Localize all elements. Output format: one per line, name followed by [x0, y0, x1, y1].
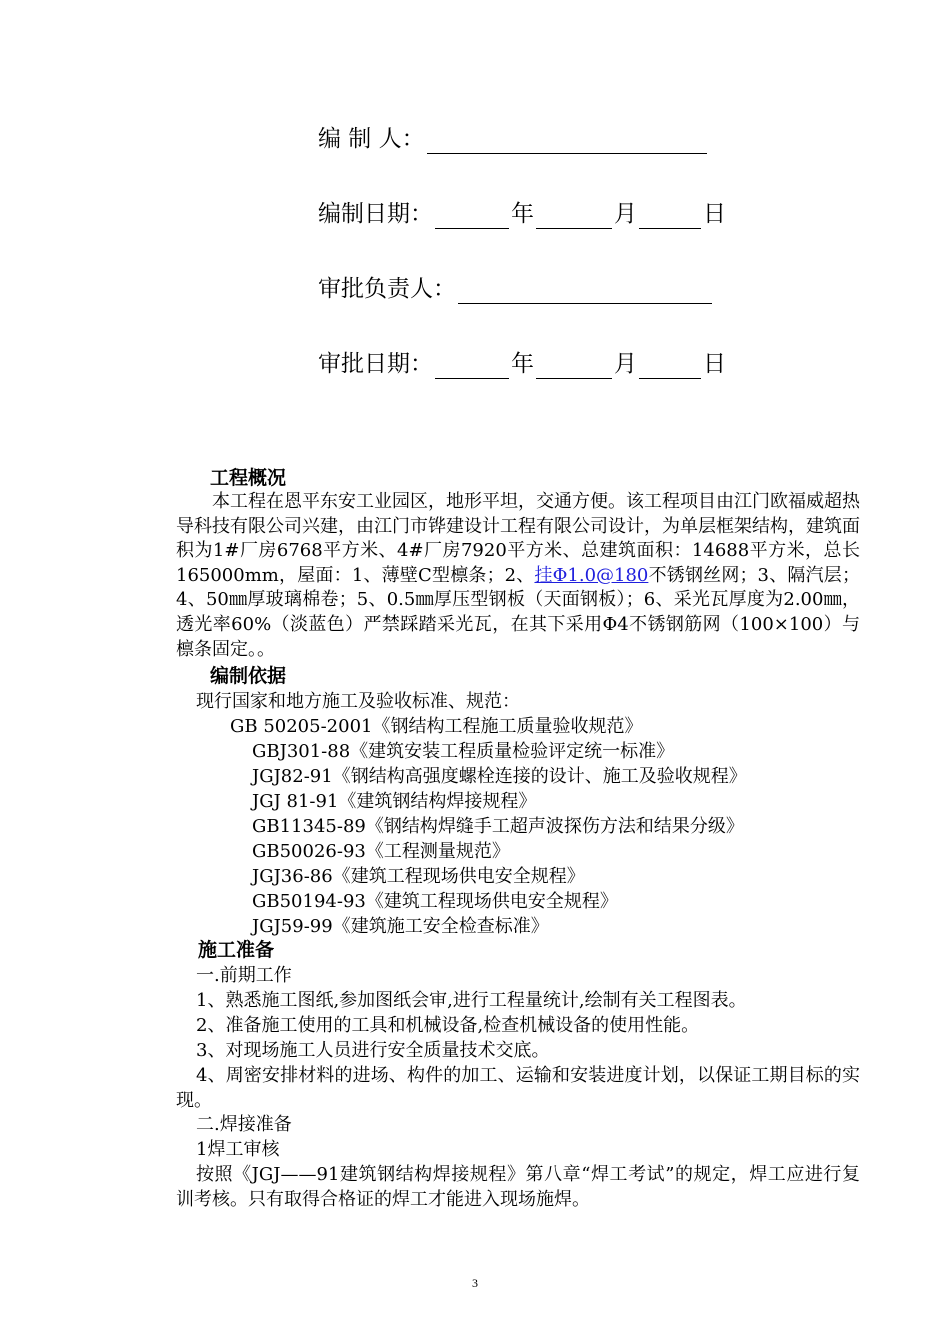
year-label: 年 — [511, 351, 534, 377]
day-label: 日 — [703, 351, 726, 377]
standard-item: JGJ 81-91《建筑钢结构焊接规程》 — [252, 791, 537, 812]
overview-text-1: 本工程在恩平东安工业园区，地形平坦，交通方便。该工程项目由江门欧福威超热导科技有限公司兴建，由江门市铧建设计工程有限公司设计，为单层框架结构，建筑面积为1#厂房6768平方米、4#厂房7920平方米、总建筑面积：14688平方米，总长165000mm，屋面：1、薄壁C型檩条；2、 — [176, 491, 860, 586]
approver-blank[interactable] — [458, 277, 712, 304]
approver-label: 审批负责人： — [318, 276, 456, 302]
prep-item: 2、准备施工使用的工具和机械设备,检查机械设备的使用性能。 — [196, 1015, 700, 1036]
basis-intro: 现行国家和地方施工及验收标准、规范： — [196, 691, 520, 712]
overview-paragraph — [176, 490, 860, 662]
compile-date-row — [318, 199, 726, 229]
standard-item: GB50194-93《建筑工程现场供电安全规程》 — [252, 891, 618, 912]
standard-item: GB11345-89《钢结构焊缝手工超声波探伤方法和结果分级》 — [252, 816, 744, 837]
overview-text-2: 不锈钢丝网；3、隔汽层；4、50㎜厚玻璃棉卷；5、0.5㎜厚压型钢板（天面钢板）；6、采光瓦厚度为2.00㎜，透光率60%（淡蓝色）严禁踩踏采光瓦，在其下采用Φ4不锈钢筋网（100×100）与檩条固定。。 — [176, 564, 860, 660]
compile-year-blank[interactable] — [435, 202, 509, 229]
standard-item: GB50026-93《工程测量规范》 — [252, 841, 510, 862]
prep-heading: 施工准备 — [198, 939, 275, 961]
compile-month-blank[interactable] — [536, 202, 612, 229]
prep-item: 1、熟悉施工图纸,参加图纸会审,进行工程量统计,绘制有关工程图表。 — [196, 990, 747, 1011]
approve-date-row — [318, 349, 726, 379]
standard-item: GB 50205-2001《钢结构工程施工质量验收规范》 — [230, 716, 643, 737]
page-number: 3 — [472, 1276, 478, 1290]
year-label: 年 — [511, 201, 534, 227]
compile-day-blank[interactable] — [639, 202, 701, 229]
prep-subheading-welding: 二.焊接准备 — [196, 1114, 292, 1135]
overview-heading: 工程概况 — [210, 467, 287, 489]
overview-link[interactable]: 挂Φ1.0@180 — [534, 564, 649, 586]
approve-date-label: 审批日期： — [318, 351, 433, 377]
compile-date-label: 编制日期： — [318, 201, 433, 227]
standard-item: JGJ82-91《钢结构高强度螺栓连接的设计、施工及验收规程》 — [252, 766, 747, 787]
standard-item: GBJ301-88《建筑安装工程质量检验评定统一标准》 — [252, 741, 675, 762]
prep-subheading-early-work: 一.前期工作 — [196, 965, 292, 986]
standard-item: JGJ36-86《建筑工程现场供电安全规程》 — [252, 866, 585, 887]
standard-item: JGJ59-99《建筑施工安全检查标准》 — [252, 916, 549, 937]
compiler-blank[interactable] — [427, 127, 707, 154]
month-label: 月 — [614, 351, 637, 377]
welder-audit-heading: 1焊工审核 — [196, 1139, 280, 1160]
compiler-label: 编 制 人： — [318, 126, 425, 152]
day-label: 日 — [703, 201, 726, 227]
welder-audit-paragraph: 按照《JGJ——91建筑钢结构焊接规程》第八章“焊工考试”的规定，焊工应进行复训考核。只有取得合格证的焊工才能进入现场施焊。 — [176, 1164, 860, 1210]
prep-item: 4、周密安排材料的进场、构件的加工、运输和安装进度计划，以保证工期目标的实现。 — [176, 1065, 860, 1111]
month-label: 月 — [614, 201, 637, 227]
approve-year-blank[interactable] — [435, 352, 509, 379]
compiler-row — [318, 124, 709, 154]
approve-day-blank[interactable] — [639, 352, 701, 379]
prep-item: 3、对现场施工人员进行安全质量技术交底。 — [196, 1040, 550, 1061]
basis-heading: 编制依据 — [210, 665, 287, 687]
approve-month-blank[interactable] — [536, 352, 612, 379]
approver-row — [318, 274, 714, 304]
